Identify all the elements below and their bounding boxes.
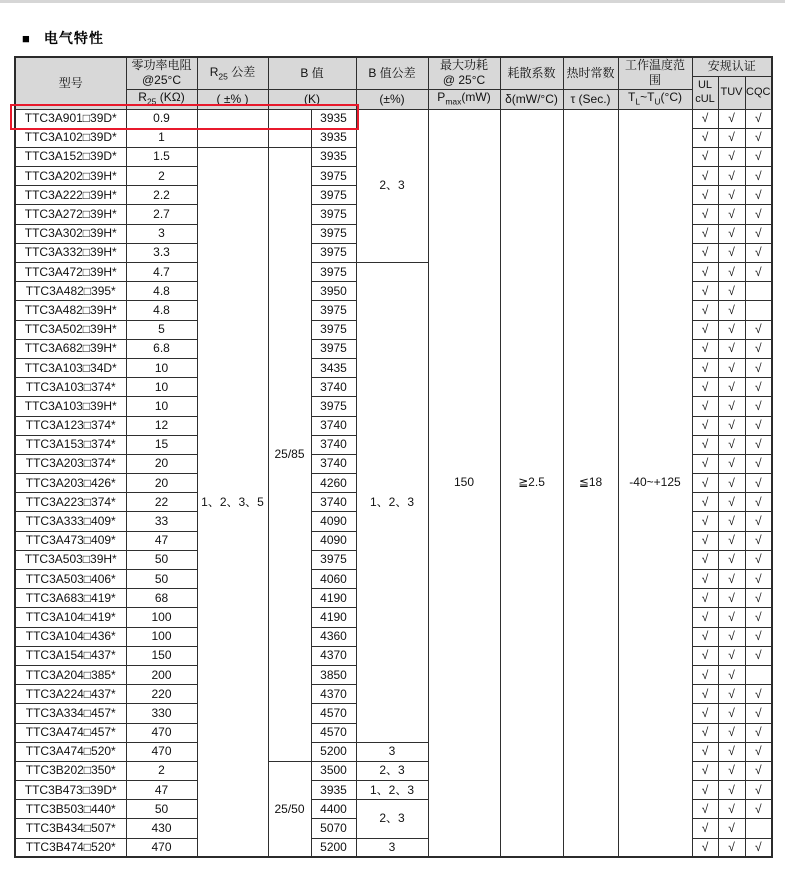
r25-value-cell: 2.2: [126, 186, 197, 205]
table-body: [15, 109, 772, 857]
cqc-check-cell: √: [745, 646, 772, 665]
b-value-cell: 4400: [311, 800, 356, 819]
r25-tolerance-cell: [197, 109, 268, 128]
tuv-check-cell: √: [718, 224, 745, 243]
model-cell: TTC3A152□39D*: [15, 147, 126, 166]
cqc-check-cell: √: [745, 800, 772, 819]
b-value-cell: 3950: [311, 282, 356, 301]
b-value-cell: 3935: [311, 147, 356, 166]
r25-value-cell: 22: [126, 493, 197, 512]
r25-value-cell: 1: [126, 128, 197, 147]
model-cell: TTC3A474□520*: [15, 742, 126, 761]
b-value-cell: 4190: [311, 589, 356, 608]
ul-cul-check-cell: √: [692, 800, 718, 819]
model-cell: TTC3A153□374*: [15, 435, 126, 454]
b-value-cell: 3975: [311, 205, 356, 224]
subheader-r25: $R_{25}$ (KΩ): [126, 89, 197, 109]
b-tolerance-cell: 3: [356, 742, 428, 761]
col-header-b-value: B 值: [268, 57, 356, 89]
subheader-tau: τ (Sec.): [563, 89, 618, 109]
cqc-check-cell: √: [745, 243, 772, 262]
model-cell: TTC3B473□39D*: [15, 781, 126, 800]
b-temp-pair-cell: 25/50: [268, 761, 311, 857]
ul-cul-check-cell: √: [692, 742, 718, 761]
r25-value-cell: 50: [126, 800, 197, 819]
subheader-temp: $T_L\sim T_U(^\circ C)$: [618, 89, 692, 109]
r25-value-cell: 470: [126, 723, 197, 742]
model-cell: TTC3A103□374*: [15, 378, 126, 397]
tuv-check-cell: √: [718, 205, 745, 224]
model-cell: TTC3A224□437*: [15, 685, 126, 704]
tuv-check-cell: √: [718, 109, 745, 128]
ul-cul-check-cell: √: [692, 128, 718, 147]
b-value-cell: 3935: [311, 781, 356, 800]
temp-range-cell: -40~+125: [618, 109, 692, 857]
r25-value-cell: 2.7: [126, 205, 197, 224]
r25-value-cell: 4.8: [126, 301, 197, 320]
tuv-check-cell: √: [718, 474, 745, 493]
r25-value-cell: 47: [126, 531, 197, 550]
ul-cul-check-cell: √: [692, 454, 718, 473]
model-cell: TTC3A482□39H*: [15, 301, 126, 320]
ul-cul-check-cell: √: [692, 781, 718, 800]
ul-cul-check-cell: √: [692, 263, 718, 282]
cqc-check-cell: √: [745, 781, 772, 800]
cqc-check-cell: √: [745, 454, 772, 473]
b-value-cell: 3500: [311, 761, 356, 780]
model-cell: TTC3A683□419*: [15, 589, 126, 608]
r25-value-cell: 10: [126, 358, 197, 377]
tuv-check-cell: √: [718, 800, 745, 819]
tuv-check-cell: √: [718, 838, 745, 857]
tuv-check-cell: √: [718, 723, 745, 742]
b-value-cell: 4090: [311, 512, 356, 531]
ul-cul-check-cell: √: [692, 723, 718, 742]
tuv-check-cell: √: [718, 493, 745, 512]
b-tolerance-cell: 2、3: [356, 761, 428, 780]
b-value-cell: 4370: [311, 685, 356, 704]
cqc-check-cell: √: [745, 570, 772, 589]
ul-cul-check-cell: √: [692, 186, 718, 205]
tuv-check-cell: √: [718, 608, 745, 627]
cqc-check-cell: √: [745, 435, 772, 454]
tuv-check-cell: √: [718, 512, 745, 531]
model-cell: TTC3A502□39H*: [15, 320, 126, 339]
b-tolerance-cell: 1、2、3: [356, 263, 428, 743]
model-cell: TTC3A103□34D*: [15, 358, 126, 377]
model-cell: TTC3A103□39H*: [15, 397, 126, 416]
ul-cul-check-cell: √: [692, 704, 718, 723]
subheader-pmax: $P_{max}(mW)$: [428, 89, 500, 109]
ul-cul-check-cell: √: [692, 550, 718, 569]
tuv-check-cell: √: [718, 570, 745, 589]
b-value-cell: 3975: [311, 301, 356, 320]
b-value-cell: 5070: [311, 819, 356, 838]
model-cell: TTC3A272□39H*: [15, 205, 126, 224]
col-header-max-power: 最大功耗 @ 25°C: [428, 57, 500, 89]
r25-value-cell: 10: [126, 397, 197, 416]
r25-value-cell: 50: [126, 570, 197, 589]
model-cell: TTC3B202□350*: [15, 761, 126, 780]
ul-cul-check-cell: √: [692, 301, 718, 320]
tuv-check-cell: √: [718, 646, 745, 665]
r25-value-cell: 68: [126, 589, 197, 608]
model-cell: TTC3A102□39D*: [15, 128, 126, 147]
ul-cul-check-cell: √: [692, 512, 718, 531]
model-cell: TTC3A482□395*: [15, 282, 126, 301]
b-value-cell: 3740: [311, 454, 356, 473]
r25-value-cell: 100: [126, 608, 197, 627]
r25-value-cell: 470: [126, 742, 197, 761]
b-value-cell: 3740: [311, 493, 356, 512]
model-cell: TTC3A223□374*: [15, 493, 126, 512]
model-cell: TTC3A222□39H*: [15, 186, 126, 205]
col-header-dissipation: 耗散系数: [500, 57, 563, 89]
ul-cul-check-cell: √: [692, 416, 718, 435]
model-cell: TTC3B474□520*: [15, 838, 126, 857]
r25-tolerance-cell: 1、2、3、5: [197, 147, 268, 857]
tuv-check-cell: √: [718, 301, 745, 320]
b-tolerance-cell: 1、2、3: [356, 781, 428, 800]
b-value-cell: 4370: [311, 646, 356, 665]
cqc-check-cell: √: [745, 320, 772, 339]
ul-cul-check-cell: √: [692, 570, 718, 589]
r25-value-cell: 470: [126, 838, 197, 857]
cqc-check-cell: √: [745, 224, 772, 243]
col-header-zero-power-resistance: 零功率电阻 @25°C: [126, 57, 197, 89]
r25-value-cell: 3: [126, 224, 197, 243]
b-value-cell: 3435: [311, 358, 356, 377]
b-value-cell: 3975: [311, 263, 356, 282]
col-header-ul-cul: UL cUL: [692, 76, 718, 109]
ul-cul-check-cell: √: [692, 589, 718, 608]
model-cell: TTC3A104□436*: [15, 627, 126, 646]
table-row: [15, 109, 772, 128]
cqc-check-cell: √: [745, 589, 772, 608]
tuv-check-cell: √: [718, 685, 745, 704]
model-cell: TTC3A333□409*: [15, 512, 126, 531]
model-cell: TTC3A203□426*: [15, 474, 126, 493]
tuv-check-cell: √: [718, 742, 745, 761]
ul-cul-check-cell: √: [692, 147, 718, 166]
tuv-check-cell: √: [718, 550, 745, 569]
cqc-check-cell: √: [745, 263, 772, 282]
cqc-check-cell: √: [745, 531, 772, 550]
ul-cul-check-cell: √: [692, 320, 718, 339]
b-value-cell: 4360: [311, 627, 356, 646]
b-tolerance-cell: 3: [356, 838, 428, 857]
ul-cul-check-cell: √: [692, 205, 718, 224]
b-tolerance-cell: 2、3: [356, 800, 428, 838]
r25-value-cell: 47: [126, 781, 197, 800]
tuv-check-cell: √: [718, 435, 745, 454]
r25-value-cell: 2: [126, 167, 197, 186]
tuv-check-cell: √: [718, 263, 745, 282]
cqc-check-cell: √: [745, 339, 772, 358]
ul-cul-check-cell: √: [692, 339, 718, 358]
model-cell: TTC3B503□440*: [15, 800, 126, 819]
r25-value-cell: 3.3: [126, 243, 197, 262]
b-value-cell: 3975: [311, 320, 356, 339]
cqc-check-cell: √: [745, 397, 772, 416]
b-value-cell: 3935: [311, 128, 356, 147]
b-value-cell: 3935: [311, 109, 356, 128]
cqc-check-cell: [745, 819, 772, 838]
b-value-cell: 3975: [311, 186, 356, 205]
r25-value-cell: 20: [126, 474, 197, 493]
r25-value-cell: 100: [126, 627, 197, 646]
electrical-characteristics-table: [14, 56, 773, 858]
b-value-cell: 3975: [311, 339, 356, 358]
tuv-check-cell: √: [718, 167, 745, 186]
model-cell: TTC3A503□39H*: [15, 550, 126, 569]
subheader-b-k: (K): [268, 89, 356, 109]
tuv-check-cell: √: [718, 761, 745, 780]
model-cell: TTC3A203□374*: [15, 454, 126, 473]
col-header-tuv: TUV: [718, 76, 745, 109]
ul-cul-check-cell: √: [692, 627, 718, 646]
max-power-cell: 150: [428, 109, 500, 857]
cqc-check-cell: √: [745, 742, 772, 761]
b-value-cell: 3975: [311, 550, 356, 569]
r25-value-cell: 150: [126, 646, 197, 665]
square-bullet-icon: ■: [22, 30, 30, 46]
ul-cul-check-cell: √: [692, 397, 718, 416]
b-value-cell: 3740: [311, 435, 356, 454]
b-value-cell: 3740: [311, 416, 356, 435]
cqc-check-cell: √: [745, 493, 772, 512]
cqc-check-cell: [745, 665, 772, 684]
ul-cul-check-cell: √: [692, 819, 718, 838]
cqc-check-cell: √: [745, 704, 772, 723]
col-header-safety-certification: 安规认证: [692, 57, 772, 76]
b-value-cell: 5200: [311, 742, 356, 761]
tuv-check-cell: √: [718, 147, 745, 166]
b-value-cell: 3740: [311, 378, 356, 397]
ul-cul-check-cell: √: [692, 493, 718, 512]
b-value-cell: 3975: [311, 224, 356, 243]
cqc-check-cell: √: [745, 147, 772, 166]
r25-value-cell: 5: [126, 320, 197, 339]
section-title: [22, 28, 104, 48]
scan-edge-strip: [0, 0, 785, 3]
model-cell: TTC3A104□419*: [15, 608, 126, 627]
r25-value-cell: 220: [126, 685, 197, 704]
ul-cul-check-cell: √: [692, 224, 718, 243]
cqc-check-cell: √: [745, 378, 772, 397]
col-header-temp-range: 工作温度范围: [618, 57, 692, 89]
model-cell: TTC3A901□39D*: [15, 109, 126, 128]
cqc-check-cell: √: [745, 416, 772, 435]
subheader-r25-tol: ( ±% ): [197, 89, 268, 109]
cqc-check-cell: √: [745, 550, 772, 569]
model-cell: TTC3A682□39H*: [15, 339, 126, 358]
r25-value-cell: 200: [126, 665, 197, 684]
r25-value-cell: 2: [126, 761, 197, 780]
model-cell: TTC3A202□39H*: [15, 167, 126, 186]
model-cell: TTC3A334□457*: [15, 704, 126, 723]
cqc-check-cell: √: [745, 685, 772, 704]
b-tolerance-cell: 2、3: [356, 109, 428, 263]
b-value-cell: 5200: [311, 838, 356, 857]
ul-cul-check-cell: √: [692, 435, 718, 454]
b-value-cell: 4090: [311, 531, 356, 550]
b-value-cell: 3975: [311, 397, 356, 416]
r25-value-cell: 10: [126, 378, 197, 397]
b-value-cell: 4570: [311, 723, 356, 742]
tuv-check-cell: √: [718, 627, 745, 646]
cqc-check-cell: √: [745, 109, 772, 128]
b-temp-pair-cell: 25/85: [268, 147, 311, 761]
section-title-text: 电气特性: [43, 30, 104, 46]
tuv-check-cell: √: [718, 378, 745, 397]
col-header-thermal-time: 热时常数: [563, 57, 618, 89]
cqc-check-cell: √: [745, 608, 772, 627]
ul-cul-check-cell: √: [692, 167, 718, 186]
tuv-check-cell: √: [718, 704, 745, 723]
col-header-model: 型号: [15, 57, 126, 109]
b-value-cell: 3975: [311, 167, 356, 186]
cqc-check-cell: √: [745, 474, 772, 493]
ul-cul-check-cell: √: [692, 646, 718, 665]
b-temp-pair-cell: [268, 128, 311, 147]
tuv-check-cell: √: [718, 454, 745, 473]
tuv-check-cell: √: [718, 589, 745, 608]
r25-value-cell: 50: [126, 550, 197, 569]
ul-cul-check-cell: √: [692, 282, 718, 301]
cqc-check-cell: [745, 282, 772, 301]
tuv-check-cell: √: [718, 397, 745, 416]
tuv-check-cell: √: [718, 416, 745, 435]
cqc-check-cell: √: [745, 512, 772, 531]
ul-cul-check-cell: √: [692, 474, 718, 493]
r25-value-cell: 6.8: [126, 339, 197, 358]
ul-cul-check-cell: √: [692, 761, 718, 780]
tuv-check-cell: √: [718, 243, 745, 262]
ul-cul-check-cell: √: [692, 608, 718, 627]
tuv-check-cell: √: [718, 819, 745, 838]
b-value-cell: 4060: [311, 570, 356, 589]
cqc-check-cell: √: [745, 761, 772, 780]
model-cell: TTC3A154□437*: [15, 646, 126, 665]
cqc-check-cell: √: [745, 186, 772, 205]
b-value-cell: 4570: [311, 704, 356, 723]
r25-value-cell: 4.8: [126, 282, 197, 301]
header-row-3: [15, 89, 772, 109]
r25-value-cell: 0.9: [126, 109, 197, 128]
model-cell: TTC3A123□374*: [15, 416, 126, 435]
tuv-check-cell: √: [718, 531, 745, 550]
tuv-check-cell: √: [718, 339, 745, 358]
ul-cul-check-cell: √: [692, 358, 718, 377]
header-row-1: [15, 57, 772, 76]
b-value-cell: 3850: [311, 665, 356, 684]
r25-value-cell: 33: [126, 512, 197, 531]
r25-tolerance-cell: [197, 128, 268, 147]
cqc-check-cell: √: [745, 723, 772, 742]
model-cell: TTC3A474□457*: [15, 723, 126, 742]
model-cell: TTC3A472□39H*: [15, 263, 126, 282]
r25-value-cell: 20: [126, 454, 197, 473]
cqc-check-cell: √: [745, 205, 772, 224]
col-header-b-tolerance: B 值公差: [356, 57, 428, 89]
tuv-check-cell: √: [718, 282, 745, 301]
r25-value-cell: 330: [126, 704, 197, 723]
tuv-check-cell: √: [718, 781, 745, 800]
tuv-check-cell: √: [718, 665, 745, 684]
dissipation-cell: ≧2.5: [500, 109, 563, 857]
model-cell: TTC3A204□385*: [15, 665, 126, 684]
subheader-delta: δ(mW/°C): [500, 89, 563, 109]
cqc-check-cell: √: [745, 838, 772, 857]
tuv-check-cell: √: [718, 320, 745, 339]
subheader-b-tol: (±%): [356, 89, 428, 109]
tuv-check-cell: √: [718, 186, 745, 205]
b-value-cell: 4260: [311, 474, 356, 493]
tuv-check-cell: √: [718, 128, 745, 147]
r25-value-cell: 12: [126, 416, 197, 435]
cqc-check-cell: [745, 301, 772, 320]
model-cell: TTC3A332□39H*: [15, 243, 126, 262]
tuv-check-cell: √: [718, 358, 745, 377]
r25-value-cell: 4.7: [126, 263, 197, 282]
b-value-cell: 4190: [311, 608, 356, 627]
cqc-check-cell: √: [745, 627, 772, 646]
ul-cul-check-cell: √: [692, 838, 718, 857]
r25-value-cell: 15: [126, 435, 197, 454]
ul-cul-check-cell: √: [692, 378, 718, 397]
ul-cul-check-cell: √: [692, 665, 718, 684]
model-cell: TTC3A302□39H*: [15, 224, 126, 243]
col-header-r25-tolerance: $R_{25}$ 公差: [197, 57, 268, 89]
cqc-check-cell: √: [745, 167, 772, 186]
r25-value-cell: 430: [126, 819, 197, 838]
ul-cul-check-cell: √: [692, 685, 718, 704]
thermal-time-cell: ≦18: [563, 109, 618, 857]
cqc-check-cell: √: [745, 128, 772, 147]
cqc-check-cell: √: [745, 358, 772, 377]
model-cell: TTC3A503□406*: [15, 570, 126, 589]
b-temp-pair-cell: [268, 109, 311, 128]
model-cell: TTC3A473□409*: [15, 531, 126, 550]
ul-cul-check-cell: √: [692, 531, 718, 550]
b-value-cell: 3975: [311, 243, 356, 262]
ul-cul-check-cell: √: [692, 243, 718, 262]
ul-cul-check-cell: √: [692, 109, 718, 128]
col-header-cqc: CQC: [745, 76, 772, 109]
model-cell: TTC3B434□507*: [15, 819, 126, 838]
r25-value-cell: 1.5: [126, 147, 197, 166]
